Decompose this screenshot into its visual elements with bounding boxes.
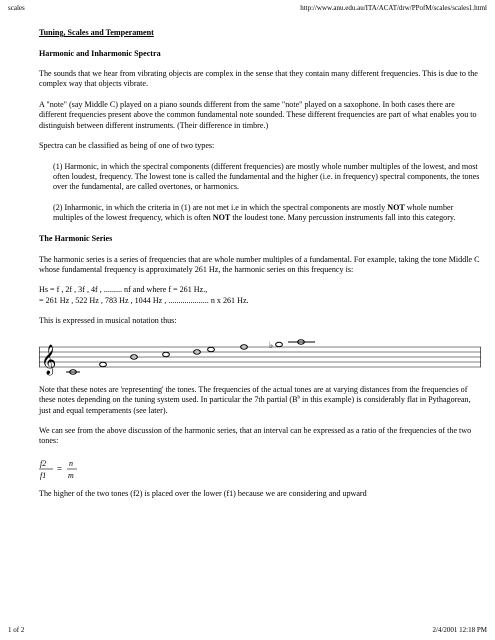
- text-span: Note that these notes are 'representing' the tones. The frequencies of the actual tones are at varying distances from the frequencies of these notes depending on the tuning system used. In particular the 7th partial (B: [39, 384, 468, 405]
- list-item-harmonic: (1) Harmonic, in which the spectral components (different frequencies) are mostly whole number multiples of the lowest, and most often loudest, frequency. The lowest tone is called the fundamental and the higher (i.e. in frequency) spectral components, the tones over the fundamental, are called overtones, or harmonics.: [53, 161, 480, 192]
- section-heading-harmonic-series: The Harmonic Series: [39, 233, 113, 243]
- paragraph: Spectra can be classified as being of one of two types:: [39, 141, 215, 151]
- text-span: (2) Inharmonic, in which the criteria in (1) are not met i.e in which the spectral components are mostly: [53, 203, 388, 213]
- paragraph: The higher of the two tones (f2) is placed over the lower (f1) because we are considering and upward: [39, 488, 367, 498]
- equals-sign: =: [57, 463, 63, 474]
- ratio-formula-image: [39, 457, 99, 481]
- section-heading-spectra: Harmonic and Inharmonic Spectra: [39, 48, 161, 58]
- page-number: 1 of 2: [8, 626, 25, 634]
- ratio-n: n: [69, 458, 73, 468]
- emphasis-not: NOT: [387, 203, 405, 213]
- list-item-inharmonic: [53, 203, 481, 224]
- ratio-m: m: [68, 470, 74, 480]
- text-span: the loudest tone. Many percussion instruments fall into this category.: [230, 213, 456, 223]
- ratio-numerator: f2: [40, 458, 47, 468]
- paragraph: [39, 385, 481, 416]
- flat-superscript: b: [297, 395, 300, 401]
- page-header-url: http://www.anu.edu.au/ITA/ACAT/drw/PPofM/scales/scales1.html: [300, 4, 487, 12]
- text-span: in this example) is considerably flat in Pythagorean, just and equal temperaments (see later).: [39, 395, 471, 415]
- paragraph: The sounds that we hear from vibrating objects are complex in the sense that they contain many different frequencies. This is due to the complex way that objects vibrate.: [39, 69, 478, 89]
- formula-line: Hs = f , 2f , 3f , 4f , ......... nf and where f = 261 Hz.,: [39, 285, 208, 295]
- print-timestamp: 2/4/2001 12:18 PM: [432, 626, 487, 634]
- ratio-formula: [39, 457, 481, 481]
- document-body: [39, 28, 481, 510]
- document-title: Tuning, Scales and Temperament: [39, 28, 154, 37]
- flat-sign-icon: ♭: [269, 340, 274, 351]
- treble-clef-icon: 𝄞: [41, 344, 57, 375]
- paragraph: This is expressed in musical notation thus:: [39, 316, 177, 326]
- page-header-left: scales: [8, 4, 25, 12]
- formula-line: = 261 Hz , 522 Hz , 783 Hz , 1044 Hz , .................... n x 261 Hz.: [39, 295, 249, 305]
- emphasis-not: NOT: [212, 213, 231, 223]
- music-staff-image: [39, 337, 481, 377]
- ratio-denominator: f1: [40, 470, 47, 480]
- paragraph: The harmonic series is a series of frequencies that are whole number multiples of a fundamental. For example, taking the tone Middle C whose fundamental frequency is approximately 261 Hz, the harmonic series on this frequency is:: [39, 254, 480, 274]
- harmonic-series-staff: [39, 337, 481, 377]
- paragraph: We can see from the above discussion of the harmonic series, that an interval can be expressed as a ratio of the frequencies of the two tones:: [39, 426, 472, 446]
- paragraph: A "note" (say Middle C) played on a piano sounds different from the same "note" played on a saxophone. In both cases there are different frequencies present above the common fundamental note sounded. These different frequencies are part of what enables you to distinguish between different instruments. (Their difference in timbre.): [39, 100, 477, 130]
- text-span: whole number multiples of the lowest frequency, which is often: [53, 203, 454, 223]
